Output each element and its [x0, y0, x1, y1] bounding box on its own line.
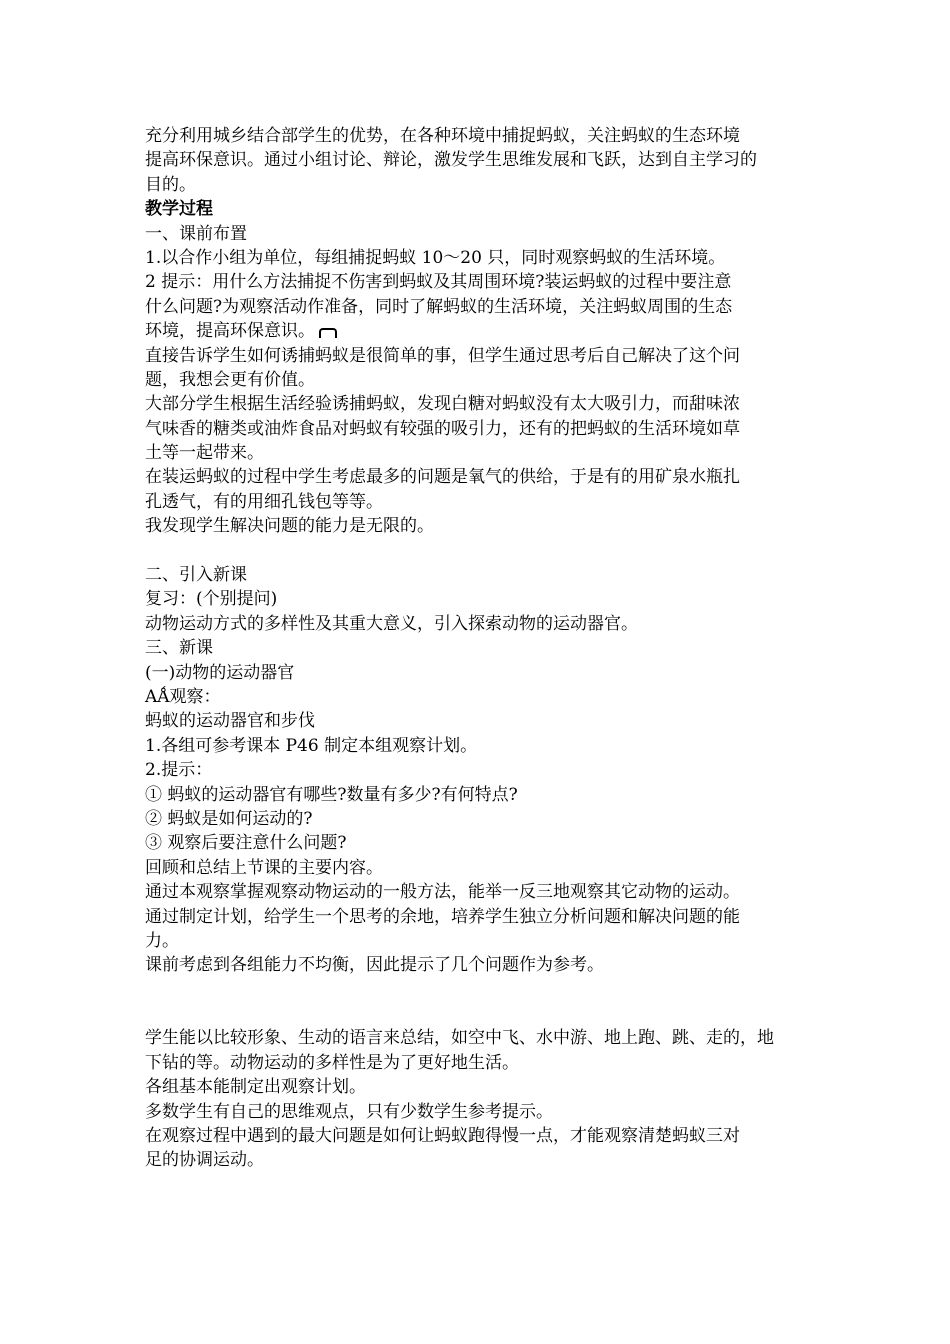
text-line: 孔透气，有的用细孔钱包等等。 — [145, 491, 383, 512]
text-line: 气味香的糖类或油炸食品对蚂蚁有较强的吸引力，还有的把蚂蚁的生活环境如草 — [145, 418, 740, 439]
text-line: 我发现学生解决问题的能力是无限的。 — [145, 516, 434, 537]
list-item: ② 蚂蚁是如何运动的? — [145, 808, 313, 829]
text-line: (一)动物的运动器官 — [145, 662, 295, 683]
text-line: 复习：(个别提问) — [145, 589, 278, 610]
text-line: 课前考虑到各组能力不均衡，因此提示了几个问题作为参考。 — [145, 955, 604, 976]
text-line: 什么问题?为观察活动作准备，同时了解蚂蚁的生活环境，关注蚂蚁周围的生态 — [145, 296, 733, 317]
text-line: 通过本观察掌握观察动物运动的一般方法，能举一反三地观察其它动物的运动。 — [145, 882, 740, 903]
text-line: 充分利用城乡结合部学生的优势，在各种环境中捕捉蚂蚁，关注蚂蚁的生态环境 — [145, 126, 740, 146]
text-line: 动物运动方式的多样性及其重大意义，引入探索动物的运动器官。 — [145, 613, 638, 634]
text-line: 蚂蚁的运动器官和步伐 — [145, 711, 315, 732]
list-item: ① 蚂蚁的运动器官有哪些?数量有多少?有何特点? — [145, 784, 518, 805]
text-line: 2.提示： — [145, 760, 213, 781]
text-line: 大部分学生根据生活经验诱捕蚂蚁，发现白糖对蚂蚁没有太大吸引力，而甜味浓 — [145, 394, 740, 415]
text-line: 足的协调运动。 — [145, 1150, 264, 1171]
text-line: 回顾和总结上节课的主要内容。 — [145, 857, 383, 878]
subsection-heading: 二、引入新课 — [145, 565, 247, 586]
list-item: ③ 观察后要注意什么问题? — [145, 833, 347, 854]
text-line-with-mark — [145, 319, 815, 343]
text-line: 学生能以比较形象、生动的语言来总结，如空中飞、水中游、地上跑、跳、走的，地 — [145, 1028, 774, 1049]
text-line: 1.以合作小组为单位，每组捕捉蚂蚁 10～20 只，同时观察蚂蚁的生活环境。 — [145, 247, 726, 268]
text-line: 直接告诉学生如何诱捕蚂蚁是很简单的事，但学生通过思考后自己解决了这个问 — [145, 345, 740, 366]
text-line: 题，我想会更有价值。 — [145, 369, 315, 390]
text-line: 在装运蚂蚁的过程中学生考虑最多的问题是氧气的供给，于是有的用矿泉水瓶扎 — [145, 467, 740, 488]
text-line: 在观察过程中遇到的最大问题是如何让蚂蚁跑得慢一点，才能观察清楚蚂蚁三对 — [145, 1126, 740, 1147]
text-line: 各组基本能制定出观察计划。 — [145, 1077, 366, 1098]
document-page — [145, 124, 815, 1173]
text-line: 环境，提高环保意识。 — [145, 321, 315, 342]
text-line: AǺ观察： — [145, 686, 221, 707]
text-line: 通过制定计划，给学生一个思考的余地，培养学生独立分析问题和解决问题的能 — [145, 906, 740, 927]
text-line: 2 提示：用什么方法捕捉不伤害到蚂蚁及其周围环境?装运蚂蚁的过程中要注意 — [145, 272, 732, 293]
subsection-heading: 一、课前布置 — [145, 223, 247, 244]
blank-line — [145, 539, 815, 563]
subsection-heading: 三、新课 — [145, 638, 213, 659]
text-line: 力。 — [145, 930, 179, 951]
text-line: 提高环保意识。通过小组讨论、辩论，激发学生思维发展和飞跃，达到自主学习的 — [145, 150, 757, 171]
blank-lines — [145, 978, 815, 1027]
text-line: 1.各组可参考课本 P46 制定本组观察计划。 — [145, 735, 478, 756]
text-line: 土等一起带来。 — [145, 443, 264, 464]
text-line: 多数学生有自己的思维观点，只有少数学生参考提示。 — [145, 1101, 553, 1122]
section-heading: 教学过程 — [145, 199, 213, 220]
text-line: 下钻的等。动物运动的多样性是为了更好地生活。 — [145, 1052, 519, 1073]
text-line: 目的。 — [145, 174, 196, 195]
paragraph-mark-icon — [319, 328, 337, 338]
